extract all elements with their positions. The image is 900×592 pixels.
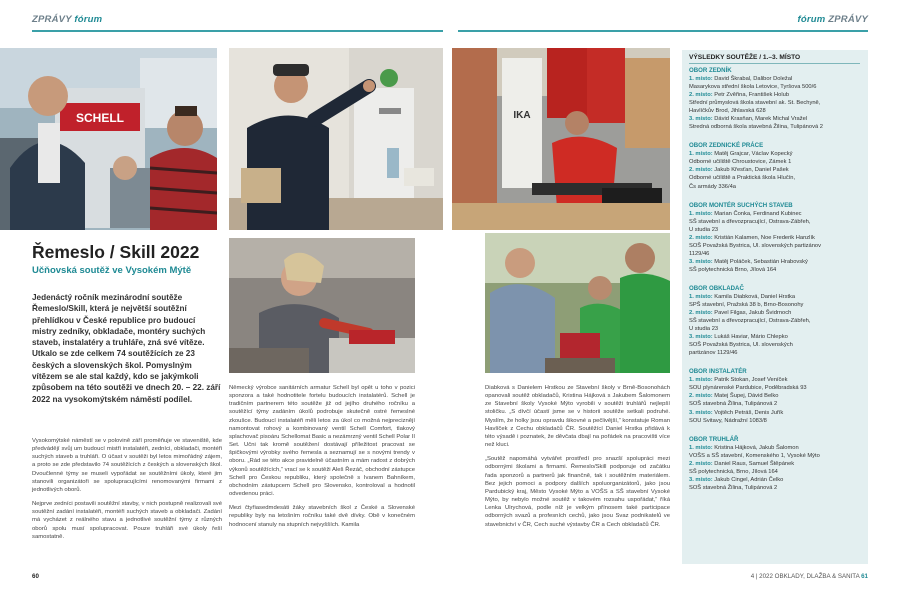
- results-section: [689, 285, 860, 357]
- section-tag: fórum: [797, 14, 826, 25]
- result-school: Havlíčkův Brod, Jihlavská 628: [689, 108, 766, 115]
- photo-installer: [229, 48, 443, 230]
- result-rank: 2. místo:: [689, 393, 713, 400]
- result-school: SOŠ stavebná Žilina, Tulipánová 2: [689, 484, 778, 491]
- schell-banner-text: SCHELL: [76, 111, 124, 125]
- result-school: SOŠ stavebná Žilina, Tulipánová 2: [689, 401, 778, 408]
- result-school: 1129/46: [689, 250, 710, 257]
- result-rank: 2. místo:: [689, 92, 713, 99]
- result-names: Jakub Křesťan, Daniel Pašek: [714, 167, 789, 174]
- footer-right: [751, 573, 868, 580]
- result-rank: 1. místo:: [689, 76, 713, 82]
- result-school: SŠ polytechnická, Brno, Jílová 164: [689, 468, 778, 475]
- results-section: [689, 202, 860, 274]
- result-entry: [689, 333, 860, 341]
- results-section: [689, 67, 860, 131]
- paragraph: Německý výrobce sanitárních armatur Schell byl opět u toho v pozici sponzora a také hodnotitele fortelu budoucích instalatérů. Schell je tradičním partnerem této soutěže již od jejího druhého ročníku a soutěžící týmy zadáním úkolů podrobuje skutečně ostré řemeslné zkoušce. Budoucí instalatéři měli letos za úkol co možná nejpreciznějí namontovat rohový a kombinovaný ventil Schell Comfort, tlakový splachovač pisoáru Schellomat Basic a nezámrzný ventil Schell Polar II Set. Učni tak kromě soutěžení dostávají příležitost pracovat se špičkovými výrobky svého řemesla a seznamují se s novými trendy v oboru. „Rád se této akce pravidelně účastním a mám radost z dobrých výkonů soutěžících,“ vrací se k soutěži Aleš Řezáč, obchodní zástupce Schell pro Českou republiku, který společně s Ivanem Bahníkem, obchodním zástupcem Schell pro Slovensko, kontroloval a hodnotil odvedenou práci.: [229, 385, 415, 498]
- section-label: ZPRÁVY: [32, 14, 72, 25]
- result-names: Pavel Filgas, Jakub Švidrnoch: [714, 310, 792, 317]
- result-entry: [689, 115, 860, 123]
- result-names: Vojtěch Petráš, Denis Juřík: [714, 409, 784, 416]
- photo-schell-booth: [0, 48, 217, 230]
- result-rank: 3. místo:: [689, 476, 713, 483]
- result-rank: 1. místo:: [689, 293, 713, 300]
- result-school: Odborné učiliště a Praktická škola Hlučín,: [689, 175, 796, 182]
- photo-tiler: [229, 238, 415, 373]
- result-entry: [689, 309, 860, 317]
- result-names: Jakub Cingel, Adrián Čelko: [714, 476, 784, 483]
- result-rank: 2. místo:: [689, 234, 713, 241]
- result-school: U studia 23: [689, 226, 719, 233]
- result-entry: [689, 392, 860, 400]
- result-rank: 1. místo:: [689, 444, 713, 451]
- paragraph: „Soutěž napomáhá vytvářet prostředí pro snazší spolupráci mezi odbornými školami a firmami. Řemeslo/Skill podporuje od začátku řada sponzorů a partnerů jak finančně, tak i soutěžním materiálem. Bez jejich pomoci a podpory dalších spoluorganizátorů, jako jsou Pardubický kraj, Město Vysoké Mýto a VOŠS a SŠ stavební Vysoké Mýto, by nebylo možné soutěž v takovém rozsahu uspořádat,“ říká Lenka Ulrychová, podle níž je velkým přínosem také participace odborných svazů a profesních cechů, jako jsou Svaz podnikatelů ve stavebnictví v ČR, Cech suché výstavby ČR a Cech obkladačů ČR.: [485, 456, 670, 528]
- result-school: SOU plynárenské Pardubice, Poděbradská 93: [689, 385, 807, 392]
- result-entry: [689, 444, 860, 452]
- header-rule: [458, 30, 868, 32]
- result-names: Matěj Poláček, Sebastián Hrabovský: [714, 258, 808, 265]
- result-names: David Škrabal, Dalibor Doležal: [714, 76, 793, 82]
- result-school: Střední průmyslová škola stavební ak. St. Bechyně,: [689, 100, 821, 107]
- result-school: VOŠS a SŠ stavební, Komenského 1, Vysoké Mýto: [689, 452, 820, 459]
- result-rank: 2. místo:: [689, 310, 713, 317]
- result-school: SPŠ stavební, Pražská 38 b, Brno-Bosonohy: [689, 301, 804, 308]
- results-section: [689, 368, 860, 424]
- result-rank: 1. místo:: [689, 151, 713, 158]
- page-number: 61: [861, 573, 868, 580]
- section-tag: fórum: [74, 14, 103, 25]
- result-names: Kamila Diabková, Daniel Hrstka: [714, 293, 796, 300]
- section-label: ZPRÁVY: [828, 14, 868, 25]
- results-section-heading: OBOR ZEDNICKÉ PRÁCE: [689, 142, 764, 150]
- result-school: Odborné učiliště Chroustovice, Zámek 1: [689, 159, 792, 166]
- photo-construction-site: [452, 48, 670, 230]
- result-entry: [689, 476, 860, 484]
- result-school: SŠ polytechnická Brno, Jílová 164: [689, 266, 777, 273]
- result-names: Matěj Grajcar, Václav Kopecký: [714, 151, 793, 158]
- result-names: Daniel Raus, Samuel Štěpánek: [714, 460, 795, 467]
- result-names: Matej Šupej, Dávid Belko: [714, 393, 779, 400]
- result-school: Stredná odborná škola stavebná Žilina, Tulipánová 2: [689, 124, 823, 131]
- result-entry: [689, 234, 860, 242]
- result-entry: [689, 460, 860, 468]
- result-school: Masarykova střední škola Letovice, Tyršova 500/6: [689, 84, 817, 91]
- article-subtitle: Učňovská soutěž ve Vysokém Mýtě: [32, 265, 192, 276]
- result-school: partizánov 1129/46: [689, 350, 738, 357]
- page-number: 60: [32, 573, 39, 580]
- article-title: Řemeslo / Skill 2022: [32, 242, 200, 262]
- result-school: SOŠ Považská Bystrica, Ul. slovenských partizánov: [689, 242, 821, 249]
- right-page-header: [798, 14, 869, 25]
- results-section: [689, 142, 860, 190]
- result-names: Marian Čonka, Ferdinand Kubinec: [714, 210, 802, 217]
- result-entry: [689, 166, 860, 174]
- paragraph: Mezi čtyřiasedmdesáti žáky stavebních škol z České a Slovenské republiky byly na letošním ročníku také dvě dívky. Obě v konečném hodnocení stanuly na stupních nejvyšších. Kamila: [229, 505, 415, 528]
- body-column-2: [229, 384, 415, 529]
- result-names: Dávid Krasňan, Marek Michal Vražel: [714, 116, 808, 123]
- paragraph: Vysokomýtské náměstí se v polovině září proměňuje ve staveniště, kde předvádějí svůj um budoucí mistři instalatéři, zedníci, obkladači, montéři suchých staveb a truhláři. O účast v soutěži byl letos mimořádný zájem, a proto se zde představilo 74 soutěžících z českých a slovenských škol. Dvoučlenné týmy se museli vypořádat se soutěžními úkoly, které jim stanovili organizátoři se spolupracujícími renomovanými firmami z jednotlivých oborů.: [32, 438, 222, 493]
- result-school: U studia 23: [689, 326, 719, 333]
- result-rank: 2. místo:: [689, 167, 713, 174]
- results-section-heading: OBOR INSTALATÉR: [689, 368, 747, 376]
- body-column-1: [32, 437, 222, 541]
- paragraph: Diabková s Danielem Hrstkou ze Stavební školy v Brně-Bosonohách opanovali soutěž obkladačů, Kristina Hájková s Jakubem Šalomonem ze Stavební školy Vysoké Mýto vyrobili v soutěži truhlářů nejlepší stoličku. „S dívčí účastí jsme se v historii soutěže setkali podruhé. Myslím, že holky jsou opravdu šikovné a pečlivější,“ konstatuje Roman Havlíček z Cechu obkladačů ČR. Soutěžící Daniel Hrstka přidává k této výsadě i poznatek, že děvčata dbají na pořádek na pracovišti více než kluci.: [485, 385, 670, 449]
- header-rule: [32, 30, 443, 32]
- result-names: Petr Zvěřina, František Holub: [714, 92, 790, 99]
- result-entry: [689, 258, 860, 266]
- result-rank: 1. místo:: [689, 377, 713, 384]
- result-school: SOŠ Považská Bystrica, Ul. slovenských: [689, 342, 793, 349]
- magazine-name: 4 | 2022 OBKLADY, DLAŽBA & SANITA: [750, 573, 860, 580]
- result-entry: [689, 75, 860, 83]
- result-entry: [689, 376, 860, 384]
- result-rank: 3. místo:: [689, 116, 713, 123]
- body-column-3: [485, 384, 670, 529]
- result-entry: [689, 150, 860, 158]
- result-school: SŠ stavební a dřevozpracující, Ostrava-Zábřeh,: [689, 318, 811, 325]
- result-entry: [689, 91, 860, 99]
- footer-left: [32, 573, 39, 580]
- result-school: SOU Svitavy, Nádražní 1083/8: [689, 417, 767, 424]
- result-rank: 3. místo:: [689, 334, 713, 341]
- jika-sign-text: IKA: [513, 110, 531, 121]
- photo-judges: [485, 233, 670, 373]
- results-section-heading: OBOR ZEDNÍK: [689, 67, 732, 74]
- result-school: SŠ stavební a dřevozpracující, Ostrava-Zábřeh,: [689, 218, 811, 225]
- result-rank: 1. místo:: [689, 210, 713, 217]
- results-section: [689, 436, 860, 492]
- result-rank: 2. místo:: [689, 460, 713, 467]
- results-title: VÝSLEDKY SOUTĚŽE / 1.–3. MÍSTO: [689, 54, 860, 64]
- results-section-heading: OBOR MONTÉR SUCHÝCH STAVEB: [689, 201, 793, 209]
- result-names: Kristián Kalamen, Noe Frederik Hanzlík: [714, 234, 815, 241]
- result-rank: 3. místo:: [689, 258, 713, 265]
- result-names: Patrik Stokan, Josef Veníček: [714, 377, 788, 384]
- results-section-heading: OBOR TRUHLÁŘ: [689, 435, 739, 443]
- results-sidebar: [682, 50, 868, 564]
- result-names: Lukáš Haviar, Mário Chlepko: [714, 334, 788, 341]
- article-lead: Jedenáctý ročník mezinárodní soutěže Řemeslo/Skill, která je největší soutěžní přehlídkou v České republice pro budoucí mistry zedníky, obkladače, montéry suchých staveb, instalatéry a truhláře, zná své vítěze. Utkalo se zde celkem 74 soutěžících ze 23 českých a slovenských škol. Pomyslným vítězem se ale stal každý, kdo se jakýmkoli způsobem na této soutěži ve dnech 20. – 22. září 2022 na vysokomýtském náměstí podílel.: [32, 293, 221, 404]
- result-entry: [689, 409, 860, 417]
- result-entry: [689, 293, 860, 301]
- left-page-header: [32, 14, 102, 25]
- result-entry: [689, 210, 860, 218]
- results-section-heading: OBOR OBKLADAČ: [689, 284, 744, 292]
- result-names: Kristina Hájková, Jakub Šalomon: [714, 444, 799, 451]
- result-school: Čs armády 336/4a: [689, 183, 736, 190]
- result-rank: 3. místo:: [689, 409, 713, 416]
- paragraph: Nejprve zedníci postavili soutěžní stavby, v nich postupně realizovali své soutěžní zadání instalatéři, montéři suchých staveb a obkladači. Zadání má vycházet z reálného stavu a jednotlivé soutěžní týmy z různých oborů spolu musí spolupracovat. Pouze truhláři své úkoly řeší samostatně.: [32, 501, 222, 540]
